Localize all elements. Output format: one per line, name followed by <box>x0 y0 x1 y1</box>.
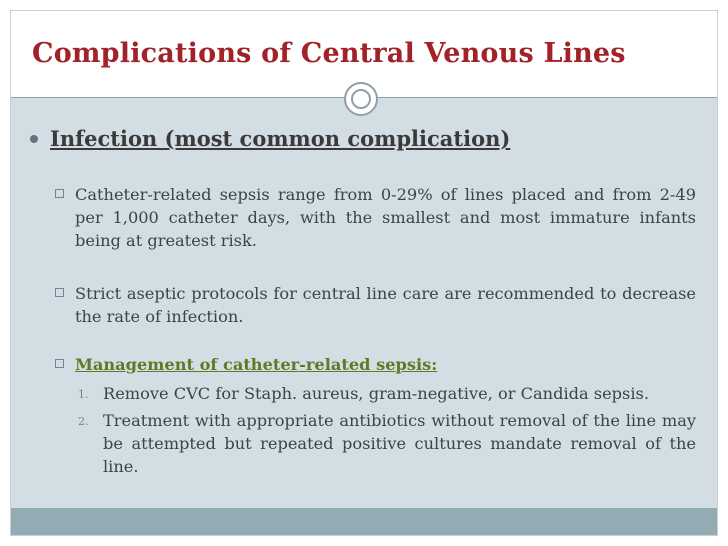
numbered-item-text: Remove CVC for Staph. aureus, gram-negative, or Candida sepsis. <box>103 384 649 403</box>
slide-title: Complications of Central Venous Lines <box>32 38 626 69</box>
numbered-item-2 <box>78 409 696 478</box>
level1-bullet-item <box>30 126 510 151</box>
hollow-square-bullet-icon <box>55 189 64 198</box>
hollow-square-bullet-icon <box>55 359 64 368</box>
bullet-sepsis-range <box>56 183 696 252</box>
divider-ornament-icon <box>344 82 378 116</box>
numbered-item-text: Treatment with appropriate antibiotics without removal of the line may be attempted but repeated positive cultures mandate removal of the line. <box>103 411 696 476</box>
bullet-text: Strict aseptic protocols for central line care are recommended to decrease the rate of infection. <box>75 284 696 326</box>
footer-band <box>11 508 717 535</box>
level1-bullet-text: Infection (most common complication) <box>50 126 511 151</box>
item-number: 2. <box>78 415 89 428</box>
management-heading: Management of catheter-related sepsis: <box>75 355 438 374</box>
filled-circle-bullet-icon <box>30 135 38 143</box>
bullet-text: Catheter-related sepsis range from 0-29% of lines placed and from 2-49 per 1,000 catheter days, with the smallest and most immature infants being at greatest risk. <box>75 185 696 250</box>
bullet-aseptic-protocols <box>56 282 696 328</box>
numbered-item-1 <box>78 382 696 405</box>
item-number: 1. <box>78 388 89 401</box>
bullet-management-heading <box>56 353 696 376</box>
hollow-square-bullet-icon <box>55 288 64 297</box>
